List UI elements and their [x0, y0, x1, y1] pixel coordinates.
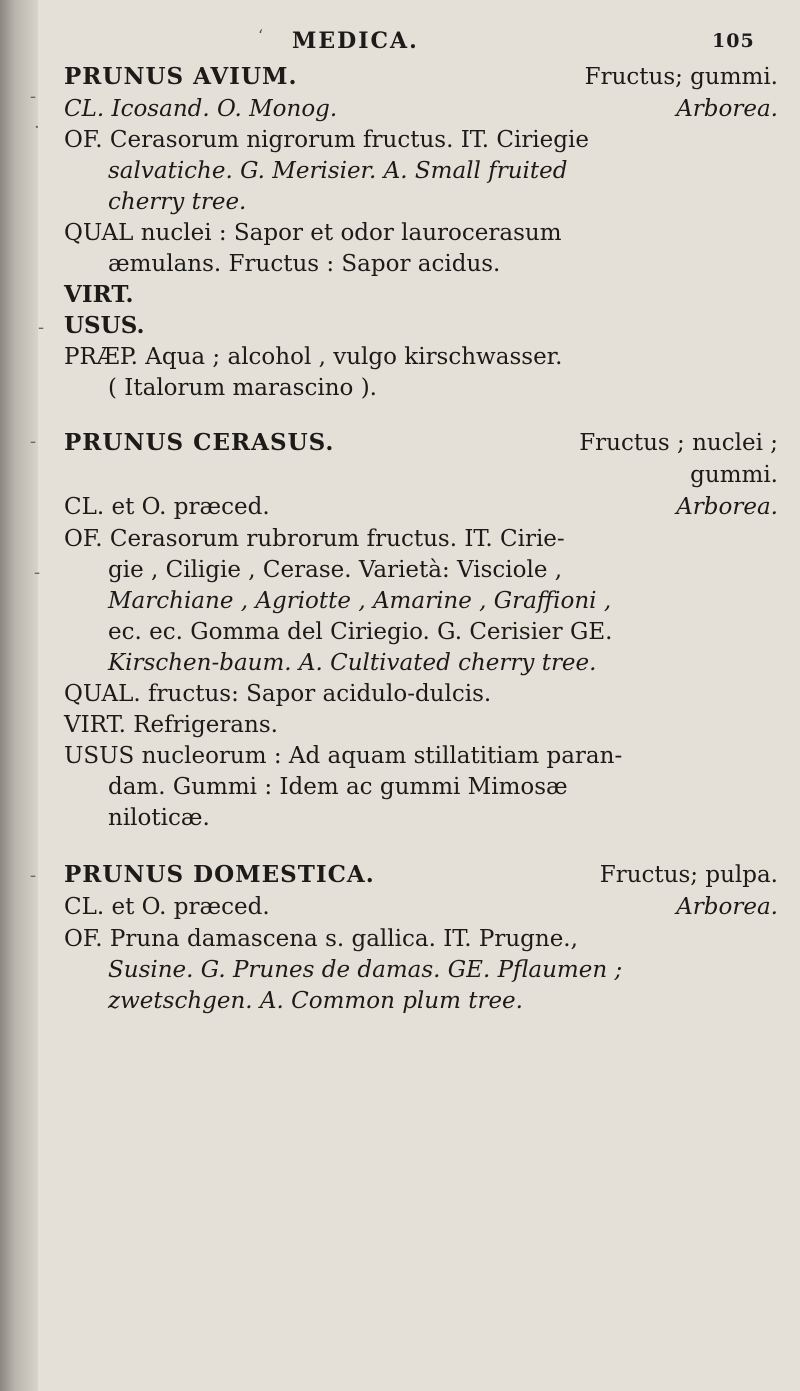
page-header	[0, 28, 800, 58]
entry-officinal-line-3: zwetschgen. A. Common plum tree.	[108, 988, 523, 1014]
entry-classification: CL. et O. præced.	[64, 894, 270, 920]
entry-name: PRUNUS AVIUM.	[64, 63, 298, 90]
entry-habit: Arborea.	[676, 494, 778, 520]
entry-preparation-line-2: ( Italorum marascino ).	[108, 375, 377, 401]
entry-officinal-line-2: gie , Ciligie , Cerase. Varietà: Visciole ,	[108, 557, 563, 583]
entry-usage: USUS.	[64, 312, 145, 339]
entry-virtues: VIRT.	[64, 281, 134, 308]
entry-officinal-line-1: OF. Cerasorum rubrorum fructus. IT. Cirie-	[64, 526, 565, 552]
entry-qualities-line-2: æmulans. Fructus : Sapor acidus.	[108, 251, 501, 277]
entry-classification: CL. Icosand. O. Monog.	[64, 96, 338, 122]
entry-officinal-line-3: cherry tree.	[108, 189, 247, 215]
entry-habit: Arborea.	[676, 96, 778, 122]
entry-qualities-line-1: QUAL nuclei : Sapor et odor laurocerasum	[64, 220, 562, 246]
entry-preparation-line-1: PRÆP. Aqua ; alcohol , vulgo kirschwasser.	[64, 344, 563, 370]
entry-officinal-line-5: Kirschen-baum. A. Cultivated cherry tree.	[108, 650, 597, 676]
entry-usage-line-2: dam. Gummi : Idem ac gummi Mimosæ	[108, 774, 568, 800]
entry-qualities: QUAL. fructus: Sapor acidulo-dulcis.	[64, 681, 492, 707]
entry-officinal-line-4: ec. ec. Gomma del Ciriegio. G. Cerisier GE.	[108, 619, 613, 645]
page-number: 105	[712, 30, 755, 52]
entry-part: Fructus; gummi.	[584, 64, 778, 90]
entry-part: Fructus; pulpa.	[599, 862, 778, 888]
entry-officinal-line-1: OF. Pruna damascena s. gallica. IT. Prugne.,	[64, 926, 578, 952]
running-title: MEDICA.	[292, 28, 419, 54]
entry-usage-line-1: USUS nucleorum : Ad aquam stillatitiam paran-	[64, 743, 623, 769]
entry-officinal-line-1: OF. Cerasorum nigrorum fructus. IT. Ciriegie	[64, 127, 589, 153]
entry-name: PRUNUS CERASUS.	[64, 429, 335, 456]
entry-officinal-line-3: Marchiane , Agriotte , Amarine , Graffioni ,	[108, 588, 612, 614]
entry-part-continued: gummi.	[690, 462, 778, 488]
entry-classification: CL. et O. præced.	[64, 494, 270, 520]
entry-officinal-line-2: salvatiche. G. Merisier. A. Small fruited	[108, 158, 568, 184]
header-mark: ‘	[258, 26, 264, 45]
page-edge-shadow	[0, 0, 38, 1391]
entry-officinal-line-2: Susine. G. Prunes de damas. GE. Pflaumen ;	[108, 957, 623, 983]
entry-name: PRUNUS DOMESTICA.	[64, 861, 375, 888]
entry-part: Fructus ; nuclei ;	[579, 430, 778, 456]
entry-usage-line-3: niloticæ.	[108, 805, 210, 831]
entry-habit: Arborea.	[676, 894, 778, 920]
entry-virtues: VIRT. Refrigerans.	[64, 712, 278, 738]
